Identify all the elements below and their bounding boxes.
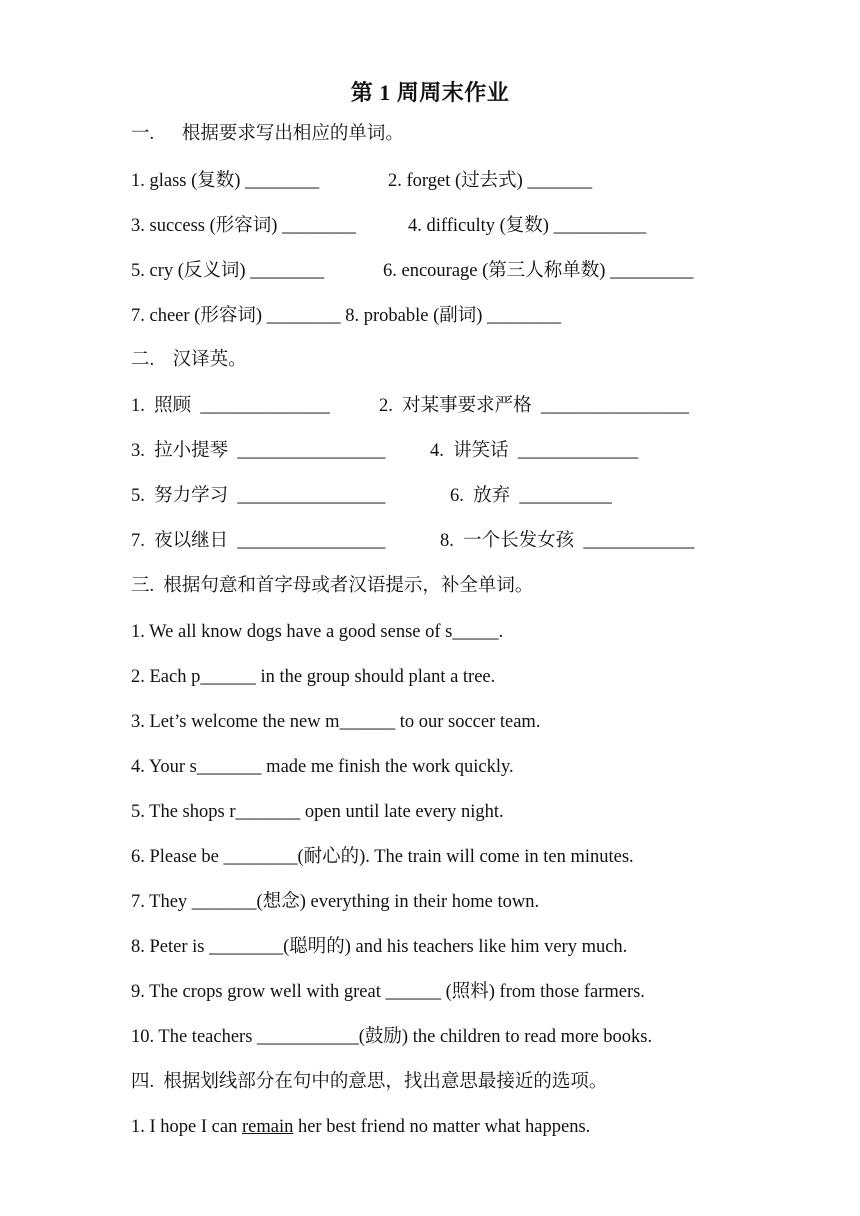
s3-item-6: 6. Please be ________(耐心的). The train will come in ten minutes. [131, 847, 634, 867]
s1-item-1: 1. glass (复数) ________ [131, 171, 320, 191]
s3-item-1: 1. We all know dogs have a good sense of s_____. [131, 622, 504, 642]
section-1-heading: 一. 根据要求写出相应的单词。 [131, 124, 404, 144]
s4-item-1-prefix: 1. I hope I can [131, 1117, 242, 1137]
section-4-heading: 四. 根据划线部分在句中的意思，找出意思最接近的选项。 [131, 1072, 608, 1092]
s1-item-3: 3. success (形容词) ________ [131, 216, 357, 236]
s2-item-6: 6. 放弃 __________ [450, 486, 612, 506]
s1-item-2: 2. forget (过去式) _______ [388, 171, 593, 191]
s3-item-10: 10. The teachers ___________(鼓励) the children to read more books. [131, 1027, 653, 1047]
s1-item-5: 5. cry (反义词) ________ [131, 261, 325, 281]
page-title: 第 1 周周末作业 [350, 80, 510, 105]
s2-item-1: 1. 照顾 ______________ [131, 396, 330, 416]
s4-item-1 [131, 1115, 590, 1139]
section-3-heading: 三. 根据句意和首字母或者汉语提示，补全单词。 [131, 576, 534, 596]
s1-item-4: 4. difficulty (复数) __________ [408, 216, 647, 236]
s1-item-6: 6. encourage (第三人称单数) _________ [383, 261, 694, 281]
s3-item-9: 9. The crops grow well with great ______ (照料) from those farmers. [131, 982, 645, 1002]
s4-item-1-underlined-word: remain [241, 1117, 294, 1137]
s2-item-5: 5. 努力学习 ________________ [131, 486, 386, 506]
s2-item-3: 3. 拉小提琴 ________________ [131, 441, 386, 461]
s3-item-3: 3. Let’s welcome the new m______ to our soccer team. [131, 712, 541, 732]
s2-item-8: 8. 一个长发女孩 ____________ [440, 531, 695, 551]
s1-item-7-8: 7. cheer (形容词) ________ 8. probable (副词) ________ [131, 306, 562, 326]
s2-item-7: 7. 夜以继日 ________________ [131, 531, 386, 551]
s3-item-5: 5. The shops r_______ open until late every night. [131, 802, 504, 822]
section-2-heading: 二. 汉译英。 [131, 350, 247, 370]
s3-item-2: 2. Each p______ in the group should plant a tree. [131, 667, 496, 687]
s3-item-8: 8. Peter is ________(聪明的) and his teachers like him very much. [131, 937, 628, 957]
s2-item-2: 2. 对某事要求严格 ________________ [379, 396, 689, 416]
s3-item-7: 7. They _______(想念) everything in their home town. [131, 892, 540, 912]
s2-item-4: 4. 讲笑话 _____________ [430, 441, 639, 461]
s4-item-1-suffix: her best friend no matter what happens. [293, 1117, 591, 1137]
s3-item-4: 4. Your s_______ made me finish the work quickly. [131, 757, 514, 777]
